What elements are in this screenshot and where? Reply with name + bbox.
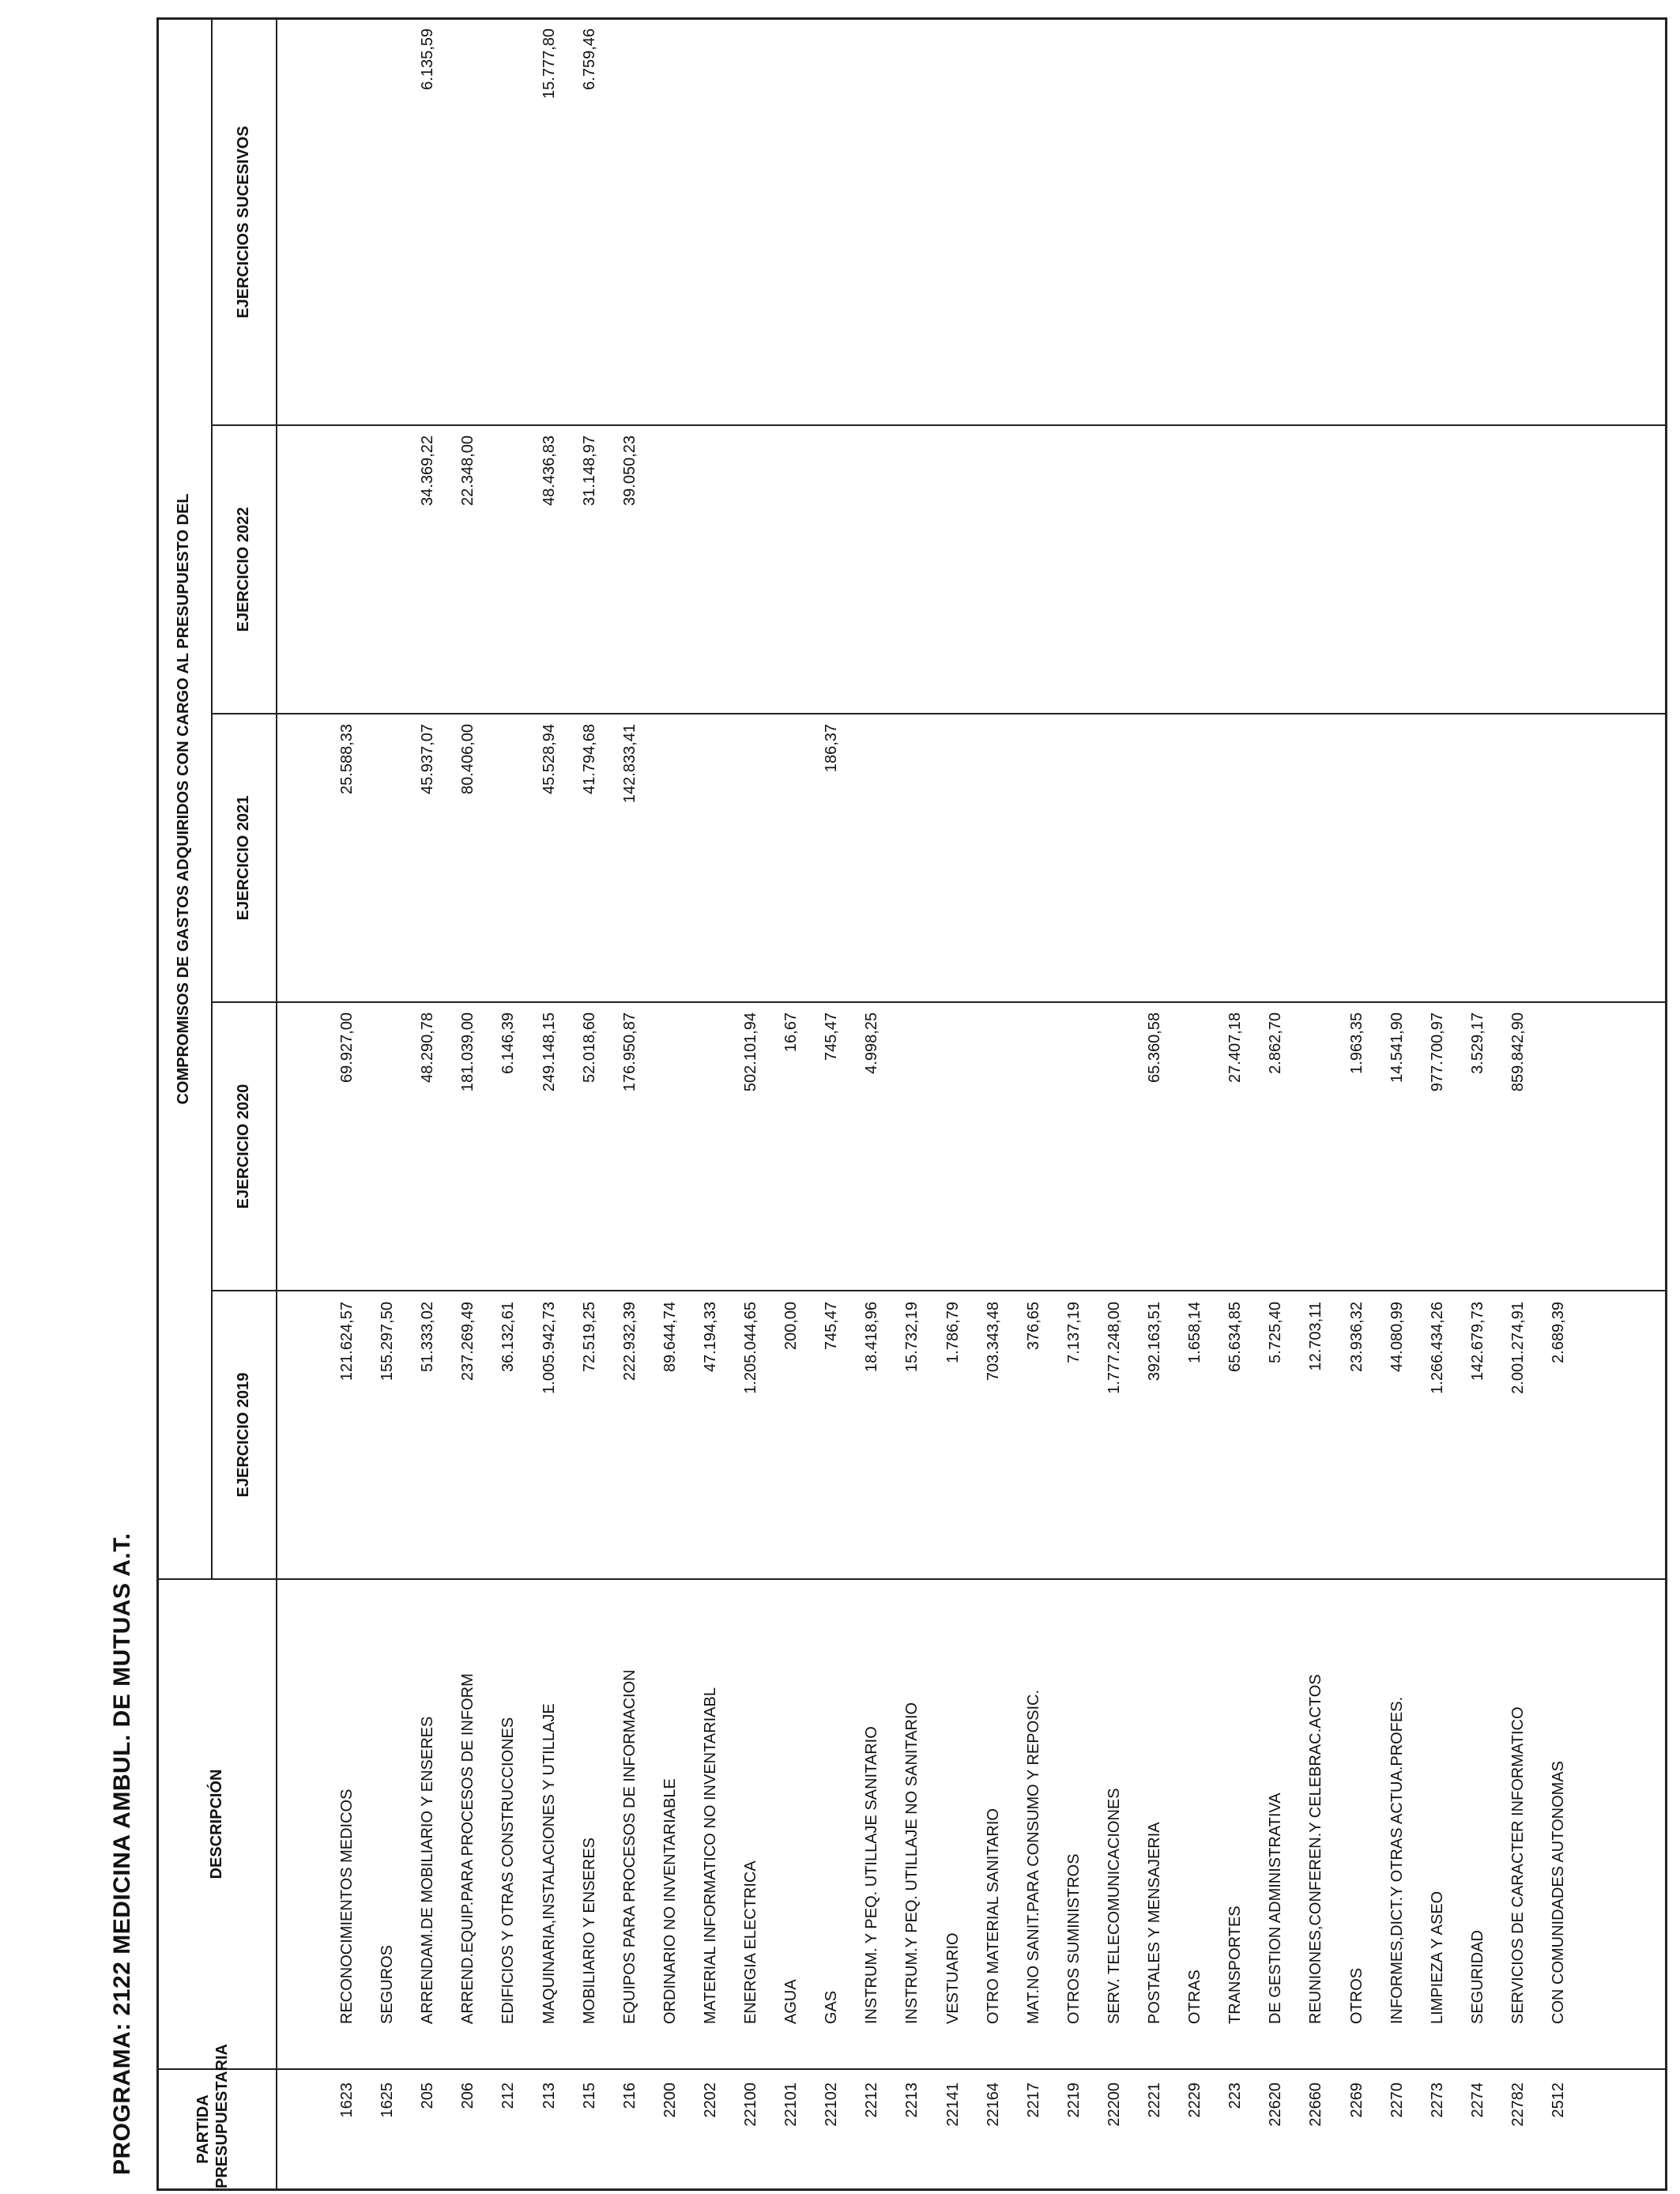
cell-e2020 — [1185, 1012, 1204, 1171]
cell-e2021 — [862, 724, 881, 882]
cell-e2022 — [1185, 435, 1204, 594]
cell-e2022: 31.148,97 — [581, 435, 598, 506]
cell-e2020: 27.407,18 — [1226, 1012, 1244, 1083]
cell-code: 2221 — [1146, 2083, 1163, 2118]
cell-desc: ARRENDAM.DE MOBILIARIO Y ENSERES — [419, 1716, 436, 2024]
cell-code: 22141 — [944, 2083, 962, 2127]
cell-suc — [741, 28, 760, 187]
cell-desc: SEGUROS — [379, 1944, 396, 2024]
cell-e2020 — [1549, 1012, 1568, 1171]
cell-e2019: 15.732,19 — [903, 1302, 921, 1372]
cell-e2021 — [1064, 724, 1083, 882]
cell-suc — [984, 28, 1003, 187]
cell-e2019: 745,47 — [823, 1302, 840, 1351]
cell-code: 2273 — [1429, 2083, 1446, 2118]
cell-desc: SEGURIDAD — [1469, 1930, 1486, 2024]
cell-e2020: 249.148,15 — [541, 1012, 558, 1092]
cell-suc: 15.777,80 — [541, 28, 558, 99]
cell-code: 22102 — [823, 2083, 840, 2127]
cell-suc — [1428, 28, 1447, 187]
cell-e2021 — [1468, 724, 1487, 882]
cell-e2020 — [984, 1012, 1003, 1171]
cell-e2022 — [1549, 435, 1568, 594]
cell-code: 22620 — [1267, 2083, 1284, 2127]
cell-e2021 — [1024, 724, 1043, 882]
cell-e2021: 142.833,41 — [621, 724, 638, 804]
cell-e2022 — [1509, 435, 1527, 594]
cell-e2022 — [902, 435, 921, 594]
cell-e2022: 48.436,83 — [541, 435, 558, 506]
cell-e2019: 121.624,57 — [338, 1302, 356, 1382]
cell-suc — [701, 28, 720, 187]
cell-e2020 — [378, 1012, 397, 1171]
header-sucesivos: EJERCICIOS SUCESIVOS — [235, 126, 252, 319]
cell-e2019: 36.132,61 — [499, 1302, 517, 1372]
cell-code: 2213 — [903, 2083, 921, 2118]
cell-desc: CON COMUNIDADES AUTONOMAS — [1550, 1761, 1567, 2024]
cell-desc: ENERGIA ELECTRICA — [742, 1860, 759, 2024]
cell-code: 2202 — [702, 2083, 719, 2118]
cell-e2021: 45.937,07 — [419, 724, 436, 794]
cell-desc: AGUA — [782, 1979, 800, 2024]
cell-e2021: 80.406,00 — [459, 724, 477, 794]
cell-desc: MATERIAL INFORMATICO NO INVENTARIABL — [702, 1687, 719, 2024]
cell-code: 205 — [419, 2083, 436, 2109]
cell-e2022: 39.050,23 — [621, 435, 638, 506]
cell-e2020: 4.998,25 — [863, 1012, 880, 1074]
cell-e2021 — [902, 724, 921, 882]
cell-e2022 — [499, 435, 518, 594]
cell-e2019: 222.932,39 — [621, 1302, 638, 1382]
cell-e2022: 34.369,22 — [419, 435, 436, 506]
cell-suc: 6.135,59 — [419, 28, 436, 90]
cell-e2020 — [1306, 1012, 1325, 1171]
cell-suc — [902, 28, 921, 187]
cell-e2019: 1.266.434,26 — [1429, 1302, 1446, 1394]
cell-desc: DE GESTION ADMINISTRATIVA — [1267, 1793, 1284, 2024]
cell-suc — [1347, 28, 1366, 187]
cell-e2022 — [1428, 435, 1447, 594]
cell-e2020: 6.146,39 — [499, 1012, 517, 1074]
cell-suc — [1266, 28, 1285, 187]
cell-e2021: 25.588,33 — [338, 724, 356, 794]
cell-desc: RECONOCIMIENTOS MEDICOS — [338, 1789, 356, 2024]
cell-e2020 — [661, 1012, 680, 1171]
cell-e2022 — [944, 435, 962, 594]
cell-code: 1623 — [338, 2083, 356, 2118]
cell-e2022 — [1306, 435, 1325, 594]
cell-desc: SERVICIOS DE CARACTER INFORMATICO — [1509, 1706, 1527, 2024]
cell-code: 2212 — [863, 2083, 880, 2118]
cell-desc: LIMPIEZA Y ASEO — [1429, 1891, 1446, 2024]
cell-suc — [862, 28, 881, 187]
cell-e2020: 52.018,60 — [581, 1012, 598, 1083]
cell-code: 223 — [1226, 2083, 1244, 2109]
cell-e2021 — [1185, 724, 1204, 882]
cell-suc — [1388, 28, 1407, 187]
cell-e2021 — [944, 724, 962, 882]
cell-code: 2270 — [1388, 2083, 1406, 2118]
cell-desc: MAT.NO SANIT.PARA CONSUMO Y REPOSIC. — [1025, 1689, 1042, 2024]
cell-e2021 — [1549, 724, 1568, 882]
cell-desc: REUNIONES,CONFEREN.Y CELEBRAC.ACTOS — [1307, 1674, 1324, 2024]
col-sep-2020 — [211, 1001, 1665, 1003]
cell-e2021 — [741, 724, 760, 882]
cell-e2022 — [661, 435, 680, 594]
cell-e2019: 1.205.044,65 — [742, 1302, 759, 1394]
cell-e2022 — [782, 435, 800, 594]
cell-suc — [1549, 28, 1568, 187]
cell-desc: SERV. TELECOMUNICACIONES — [1106, 1788, 1123, 2024]
col-sep-desc — [159, 1578, 1665, 1580]
cell-e2022 — [1024, 435, 1043, 594]
cell-suc: 6.759,46 — [581, 28, 598, 90]
cell-e2019: 18.418,96 — [863, 1302, 880, 1372]
cell-e2020: 65.360,58 — [1146, 1012, 1163, 1083]
header-partida — [194, 2044, 232, 2188]
cell-code: 22782 — [1509, 2083, 1527, 2127]
cell-e2021 — [1226, 724, 1245, 882]
cell-suc — [337, 28, 356, 187]
cell-e2019: 72.519,25 — [581, 1302, 598, 1372]
cell-e2022 — [701, 435, 720, 594]
cell-e2020: 3.529,17 — [1469, 1012, 1486, 1074]
cell-suc — [822, 28, 841, 187]
cell-desc: MOBILIARIO Y ENSERES — [581, 1837, 598, 2024]
cell-e2021 — [1266, 724, 1285, 882]
cell-e2021 — [1388, 724, 1407, 882]
cell-code: 2217 — [1025, 2083, 1042, 2118]
cell-desc: OTROS SUMINISTROS — [1065, 1853, 1083, 2024]
cell-code: 22200 — [1106, 2083, 1123, 2127]
cell-e2019: 1.005.942,73 — [541, 1302, 558, 1394]
cell-code: 213 — [541, 2083, 558, 2109]
cell-code: 215 — [581, 2083, 598, 2109]
cell-e2022 — [862, 435, 881, 594]
cell-e2019: 1.786,79 — [944, 1302, 962, 1363]
header-descripcion: DESCRIPCIÓN — [208, 1769, 225, 1879]
cell-e2019: 1.777.248,00 — [1106, 1302, 1123, 1394]
cell-desc: OTRO MATERIAL SANITARIO — [985, 1808, 1002, 2024]
cell-code: 2274 — [1469, 2083, 1486, 2118]
cell-e2021 — [661, 724, 680, 882]
cell-code: 22100 — [742, 2083, 759, 2127]
cell-e2019: 5.725,40 — [1267, 1302, 1284, 1363]
cell-e2021 — [499, 724, 518, 882]
cell-desc: TRANSPORTES — [1226, 1906, 1244, 2024]
cell-code: 22660 — [1307, 2083, 1324, 2127]
cell-desc: EDIFICIOS Y OTRAS CONSTRUCCIONES — [499, 1717, 517, 2024]
cell-e2020: 14.541,90 — [1388, 1012, 1406, 1083]
cell-suc — [1509, 28, 1527, 187]
cell-suc — [1306, 28, 1325, 187]
col-sep-code — [159, 2068, 1665, 2070]
cell-e2021 — [782, 724, 800, 882]
cell-desc: EQUIPOS PARA PROCESOS DE INFORMACION — [621, 1669, 638, 2024]
header-2020: EJERCICIO 2020 — [235, 1084, 252, 1209]
cell-e2022 — [984, 435, 1003, 594]
cell-e2020: 1.963,35 — [1348, 1012, 1365, 1074]
cell-e2021 — [701, 724, 720, 882]
cell-desc: GAS — [823, 1990, 840, 2024]
cell-code: 206 — [459, 2083, 477, 2109]
cell-e2022 — [1266, 435, 1285, 594]
cell-e2020: 859.842,90 — [1509, 1012, 1527, 1092]
cell-suc — [1024, 28, 1043, 187]
cell-desc: ORDINARIO NO INVENTARIABLE — [661, 1778, 679, 2024]
cell-e2020: 16,67 — [782, 1012, 800, 1053]
cell-e2022 — [741, 435, 760, 594]
cell-code: 22164 — [985, 2083, 1002, 2127]
cell-e2022 — [1388, 435, 1407, 594]
cell-desc: INSTRUM.Y PEQ. UTILLAJE NO SANITARIO — [903, 1702, 921, 2024]
cell-suc — [1226, 28, 1245, 187]
cell-e2022 — [1064, 435, 1083, 594]
cell-e2022 — [822, 435, 841, 594]
program-title: PROGRAMA: 2122 MEDICINA AMBUL. DE MUTUAS A.T. — [109, 1532, 135, 2175]
cell-suc — [499, 28, 518, 187]
cell-e2021 — [378, 724, 397, 882]
header-divider — [276, 20, 277, 2188]
cell-e2021 — [1347, 724, 1366, 882]
cell-code: 2269 — [1348, 2083, 1365, 2118]
cell-e2020: 48.290,78 — [419, 1012, 436, 1083]
cell-e2020 — [902, 1012, 921, 1171]
cell-e2022: 22.348,00 — [459, 435, 477, 506]
cell-e2021 — [1145, 724, 1164, 882]
cell-code: 216 — [621, 2083, 638, 2109]
cell-e2022 — [378, 435, 397, 594]
cell-e2022 — [1347, 435, 1366, 594]
cell-code: 212 — [499, 2083, 517, 2109]
cell-e2021: 41.794,68 — [581, 724, 598, 794]
cell-e2019: 200,00 — [782, 1302, 800, 1351]
cell-e2019: 376,65 — [1025, 1302, 1042, 1351]
cell-e2019: 1.658,14 — [1186, 1302, 1203, 1363]
cell-e2022 — [1468, 435, 1487, 594]
cell-suc — [458, 28, 477, 187]
header-2019: EJERCICIO 2019 — [235, 1372, 252, 1498]
cell-code: 1625 — [379, 2083, 396, 2118]
cell-e2022 — [1145, 435, 1164, 594]
cell-suc — [1185, 28, 1204, 187]
cell-e2022 — [1105, 435, 1124, 594]
cell-e2021 — [984, 724, 1003, 882]
cell-e2020 — [1064, 1012, 1083, 1171]
cell-desc: ARREND.EQUIP.PARA PROCESOS DE INFORM — [459, 1673, 477, 2024]
cell-e2019: 7.137,19 — [1065, 1302, 1083, 1363]
cell-suc — [1105, 28, 1124, 187]
cell-e2020: 502.101,94 — [742, 1012, 759, 1092]
cell-code: 2229 — [1186, 2083, 1203, 2118]
cell-suc — [1468, 28, 1487, 187]
cell-e2021 — [1428, 724, 1447, 882]
col-sep-2019 — [211, 1290, 1665, 1291]
cell-desc: VESTUARIO — [944, 1932, 962, 2024]
cell-e2020: 69.927,00 — [338, 1012, 356, 1083]
cell-e2019: 237.269,49 — [459, 1302, 477, 1382]
cell-e2019: 392.163,51 — [1146, 1302, 1163, 1382]
header-partida-line1: PARTIDA — [194, 2094, 212, 2164]
cell-e2019: 155.297,50 — [379, 1302, 396, 1382]
cell-e2020 — [944, 1012, 962, 1171]
cell-e2019: 65.634,85 — [1226, 1302, 1244, 1372]
cell-code: 2200 — [661, 2083, 679, 2118]
cell-e2020 — [1105, 1012, 1124, 1171]
header-2022: EJERCICIO 2022 — [235, 507, 252, 632]
cell-e2020: 745,47 — [823, 1012, 840, 1061]
budget-table — [156, 17, 1667, 2191]
cell-desc: POSTALES Y MENSAJERIA — [1146, 1822, 1163, 2024]
cell-desc: MAQUINARIA,INSTALACIONES Y UTILLAJE — [541, 1703, 558, 2024]
cell-e2022 — [337, 435, 356, 594]
cell-e2019: 44.080,99 — [1388, 1302, 1406, 1372]
cell-e2020 — [1024, 1012, 1043, 1171]
col-sep-2021 — [211, 713, 1665, 714]
cell-suc — [378, 28, 397, 187]
cell-e2020: 181.039,00 — [459, 1012, 477, 1092]
cell-desc: OTRAS — [1186, 1970, 1203, 2024]
cell-suc — [661, 28, 680, 187]
cell-e2019: 89.644,74 — [661, 1302, 679, 1372]
cell-e2022 — [1226, 435, 1245, 594]
cell-suc — [944, 28, 962, 187]
cell-e2019: 142.679,73 — [1469, 1302, 1486, 1382]
cell-desc: OTROS — [1348, 1967, 1365, 2024]
group-divider — [211, 20, 213, 1580]
cell-e2019: 2.001.274,91 — [1509, 1302, 1527, 1394]
cell-suc — [1145, 28, 1164, 187]
cell-suc — [782, 28, 800, 187]
cell-desc: INSTRUM. Y PEQ. UTILLAJE SANITARIO — [863, 1726, 880, 2024]
cell-e2019: 703.343,48 — [985, 1302, 1002, 1382]
cell-e2021 — [1306, 724, 1325, 882]
cell-code: 22101 — [782, 2083, 800, 2127]
cell-e2020 — [701, 1012, 720, 1171]
cell-e2019: 47.194,33 — [702, 1302, 719, 1372]
cell-e2019: 23.936,32 — [1348, 1302, 1365, 1372]
cell-e2019: 12.703,11 — [1307, 1302, 1324, 1371]
cell-e2021: 186,37 — [823, 724, 840, 773]
cell-e2021: 45.528,94 — [541, 724, 558, 794]
cell-suc — [1064, 28, 1083, 187]
cell-e2019: 2.689,39 — [1550, 1302, 1567, 1363]
col-sep-2022 — [211, 424, 1665, 426]
cell-desc: INFORMES,DICT.Y OTRAS ACTUA.PROFES. — [1388, 1696, 1406, 2024]
header-partida-line2: PRESUPUESTARIA — [213, 2044, 231, 2188]
cell-suc — [620, 28, 639, 187]
cell-code: 2219 — [1065, 2083, 1083, 2118]
cell-e2019: 51.333,02 — [419, 1302, 436, 1372]
cell-e2020: 2.862,70 — [1267, 1012, 1284, 1074]
header-2021: EJERCICIO 2021 — [235, 795, 252, 921]
cell-e2021 — [1105, 724, 1124, 882]
cell-code: 2512 — [1550, 2083, 1567, 2118]
cell-e2020: 176.950,87 — [621, 1012, 638, 1092]
header-group: COMPROMISOS DE GASTOS ADQUIRIDOS CON CARGO AL PRESUPUESTO DEL — [175, 493, 192, 1105]
cell-e2020: 977.700,97 — [1429, 1012, 1446, 1092]
cell-e2021 — [1509, 724, 1527, 882]
